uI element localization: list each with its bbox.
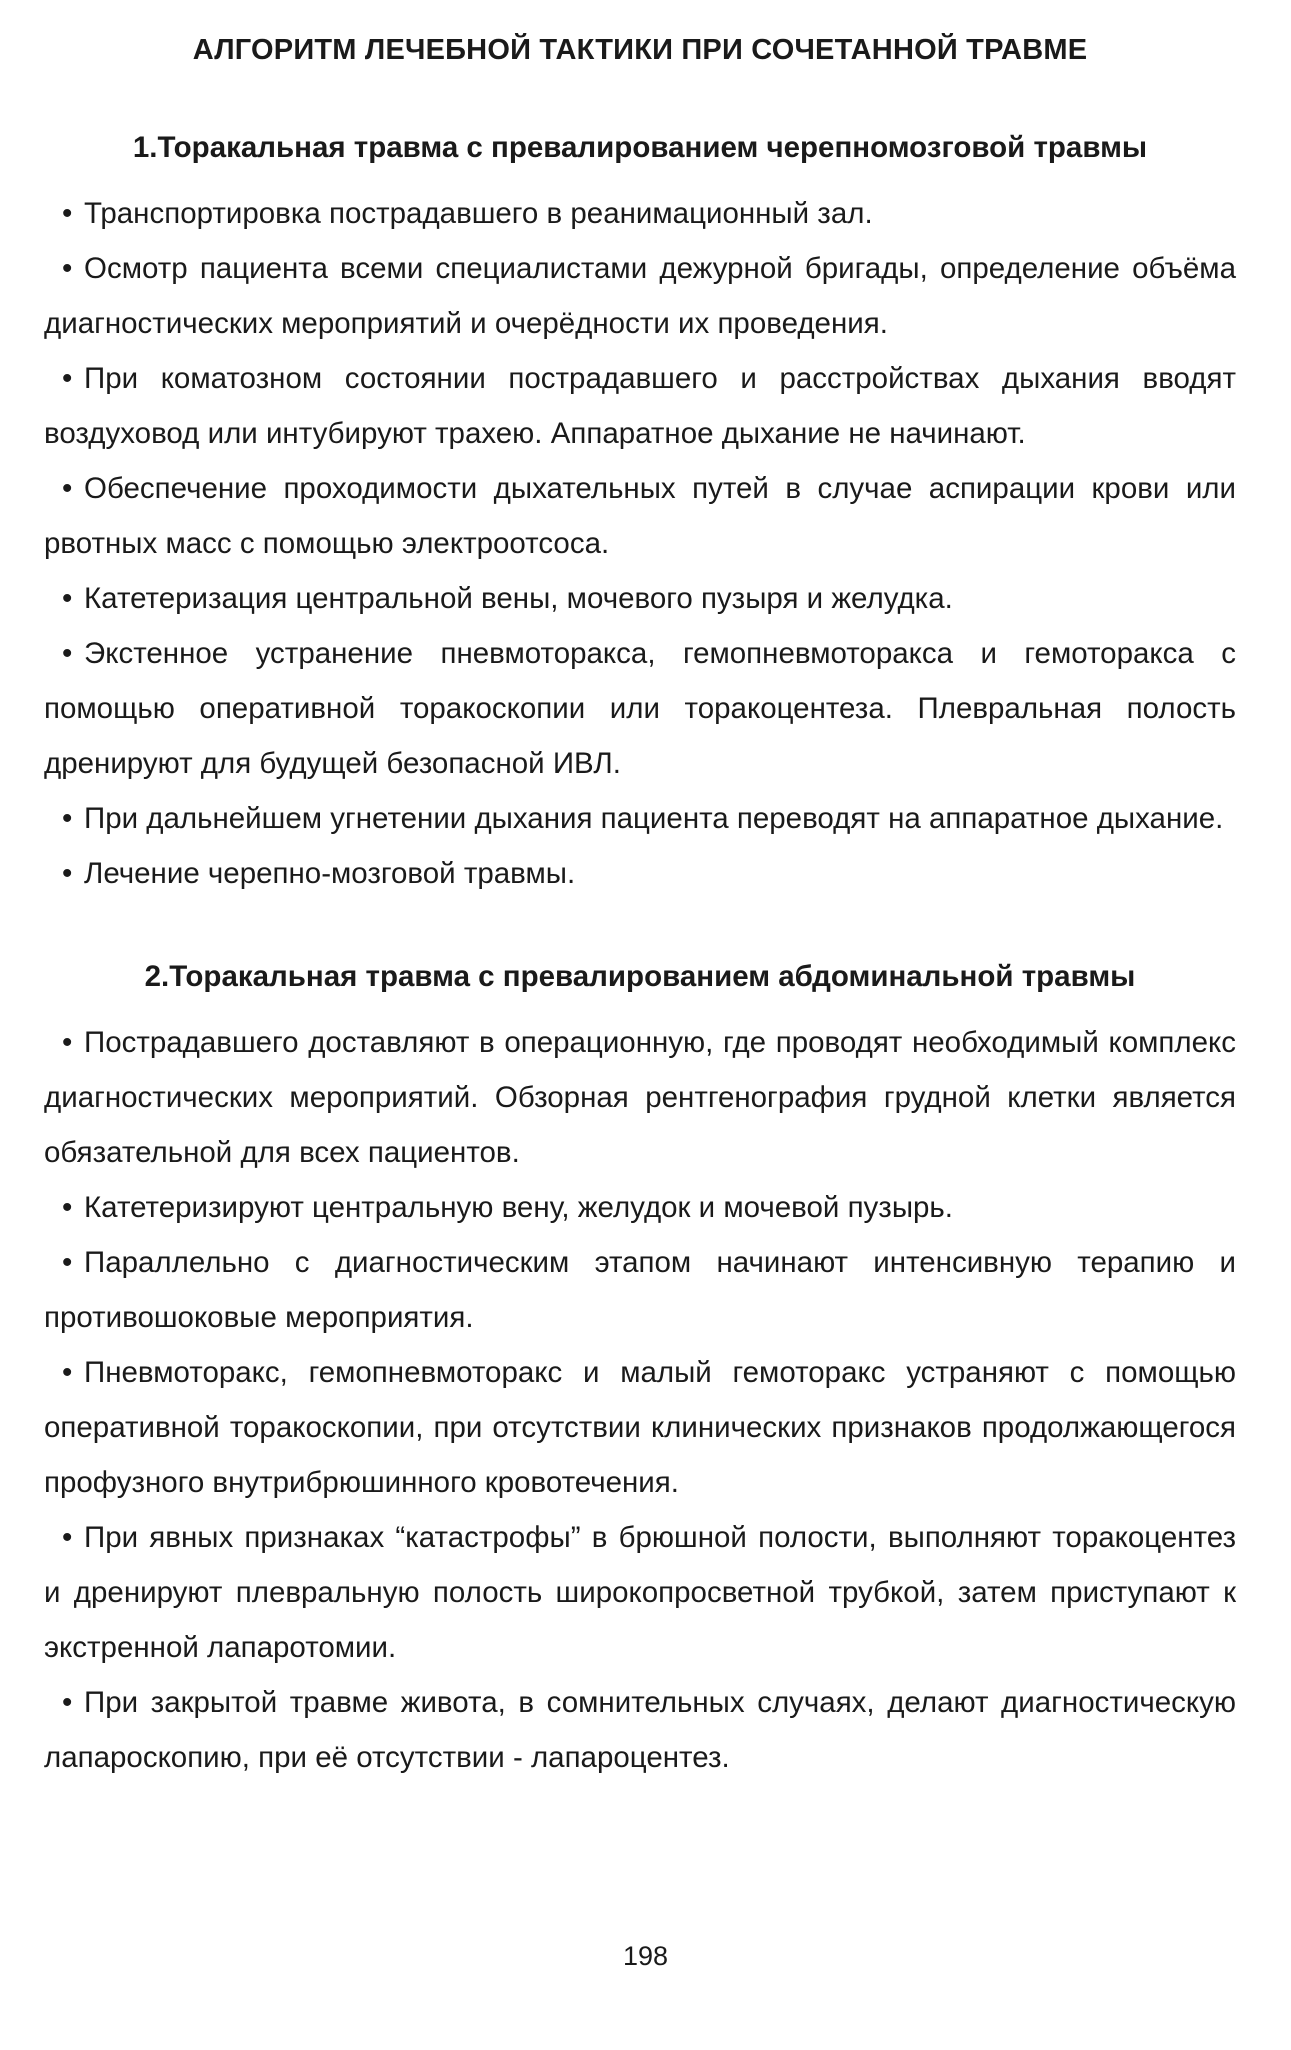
list-item-text: Осмотр пациента всеми специалистами дежурной бригады, определение объёма диагностических мероприятий и очерёдности их проведения. [44, 252, 1236, 340]
section-2-list [44, 1015, 1236, 1785]
list-item [44, 186, 1236, 241]
bullet-icon: • [62, 857, 73, 890]
list-item [44, 241, 1236, 351]
list-item-text: При закрытой травме живота, в сомнительных случаях, делают диагностическую лапароскопию, при её отсутствии - лапароцентез. [44, 1686, 1236, 1774]
page-title: АЛГОРИТМ ЛЕЧЕБНОЙ ТАКТИКИ ПРИ СОЧЕТАННОЙ ТРАВМЕ [192, 34, 1088, 66]
list-item-text: Катетеризируют центральную вену, желудок и мочевой пузырь. [84, 1191, 953, 1224]
bullet-icon: • [62, 1026, 73, 1059]
list-item [44, 461, 1236, 571]
list-item-text: Транспортировка пострадавшего в реанимационный зал. [84, 197, 873, 230]
bullet-icon: • [62, 1246, 73, 1279]
section-heading: 1.Торакальная травма с превалированием черепномозговой травмы [132, 131, 1148, 164]
list-item-text: При дальнейшем угнетении дыхания пациента переводят на аппаратное дыхание. [84, 802, 1224, 835]
list-item [44, 1510, 1236, 1675]
list-item [44, 626, 1236, 791]
bullet-icon: • [62, 472, 73, 505]
bullet-icon: • [62, 802, 73, 835]
list-item-text: Обеспечение проходимости дыхательных путей в случае аспирации крови или рвотных масс с помощью электроотсоса. [44, 472, 1236, 560]
bullet-icon: • [62, 1521, 73, 1554]
list-item [44, 846, 1236, 901]
list-item [44, 571, 1236, 626]
bullet-icon: • [62, 362, 73, 395]
page-number: 198 [622, 1941, 669, 1971]
list-item-text: Катетеризация центральной вены, мочевого пузыря и желудка. [84, 582, 953, 615]
list-item [44, 1345, 1236, 1510]
document-page [44, 30, 1236, 1785]
bullet-icon: • [62, 637, 73, 670]
bullet-icon: • [62, 197, 73, 230]
list-item [44, 791, 1236, 846]
list-item [44, 1675, 1236, 1785]
bullet-icon: • [62, 252, 73, 285]
bullet-icon: • [62, 1356, 73, 1389]
list-item-text: При явных признаках “катастрофы” в брюшной полости, выполняют торакоцентез и дренируют плевральную полость широкопросветной трубкой, затем приступают к экстренной лапаротомии. [44, 1521, 1236, 1664]
list-item-text: Пострадавшего доставляют в операционную, где проводят необходимый комплекс диагностических мероприятий. Обзорная рентгенография грудной клетки является обязательной для всех пациентов. [44, 1026, 1236, 1169]
list-item-text: При коматозном состоянии пострадавшего и расстройствах дыхания вводят воздуховод или интубируют трахею. Аппаратное дыхание не начинают. [44, 362, 1236, 450]
list-item-text: Лечение черепно-мозговой травмы. [84, 857, 576, 890]
list-item-text: Пневмоторакс, гемопневмоторакс и малый гемоторакс устраняют с помощью оперативной торакоскопии, при отсутствии клинических признаков продолжающегося профузного внутрибрюшинного кровотечения. [44, 1356, 1236, 1499]
bullet-icon: • [62, 1191, 73, 1224]
list-item [44, 1235, 1236, 1345]
bullet-icon: • [62, 582, 73, 615]
section-2 [44, 957, 1236, 1785]
list-item-text: Экстенное устранение пневмоторакса, гемопневмоторакса и гемоторакса с помощью оперативной торакоскопии или торакоцентеза. Плевральная полость дренируют для будущей безопасной ИВЛ. [44, 637, 1236, 780]
list-item-text: Параллельно с диагностическим этапом начинают интенсивную терапию и противошоковые мероприятия. [44, 1246, 1236, 1334]
bullet-icon: • [62, 1686, 73, 1719]
section-1-list [44, 186, 1236, 901]
section-1 [44, 128, 1236, 901]
list-item [44, 1015, 1236, 1180]
list-item [44, 351, 1236, 461]
list-item [44, 1180, 1236, 1235]
section-heading: 2.Торакальная травма с превалированием абдоминальной травмы [144, 960, 1136, 993]
